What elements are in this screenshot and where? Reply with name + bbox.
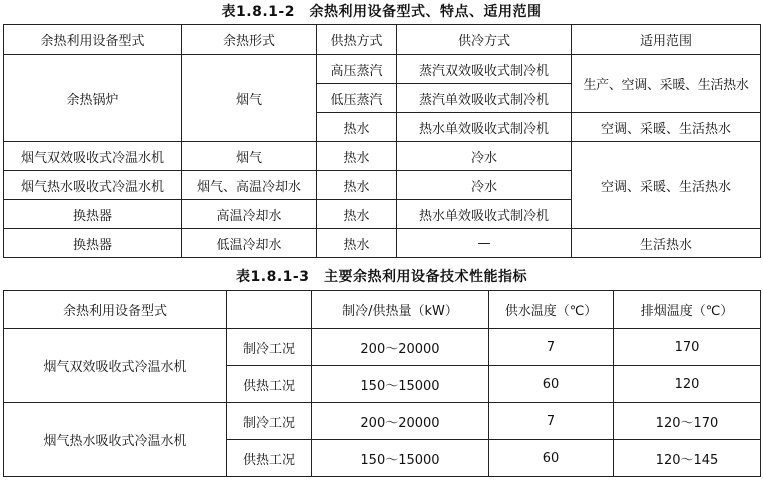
water-temp-cell: 7	[489, 329, 614, 366]
header-cell: 供热方式	[317, 25, 397, 55]
header-cell: 余热利用设备型式	[4, 25, 182, 55]
cooling-cell: 蒸汽单效吸收式制冷机	[397, 84, 572, 113]
exhaust-temp-cell: 120～145	[614, 440, 761, 477]
header-cell: 排烟温度（℃）	[614, 291, 761, 329]
table-row	[4, 142, 761, 171]
table-row	[4, 229, 761, 258]
cooling-cell: 热水单效吸收式制冷机	[397, 113, 572, 142]
device-cell: 换热器	[4, 200, 182, 229]
cooling-cell: 热水单效吸收式制冷机	[397, 200, 572, 229]
header-cell: 余热利用设备型式	[4, 291, 227, 329]
cooling-cell: —	[397, 229, 572, 258]
table-row	[4, 329, 761, 366]
header-cell: 余热形式	[182, 25, 317, 55]
supply-cell: 热水	[317, 142, 397, 171]
header-cell: 制冷/供热量（kW）	[312, 291, 489, 329]
header-cell: 供水温度（℃）	[489, 291, 614, 329]
scope-cell: 生产、空调、采暖、生活热水	[572, 55, 761, 113]
device-cell: 烟气热水吸收式冷温水机	[4, 403, 227, 477]
performance-indicators-table	[3, 290, 761, 477]
table-header-row	[4, 291, 761, 329]
device-cell: 烟气热水吸收式冷温水机	[4, 171, 182, 200]
supply-cell: 热水	[317, 113, 397, 142]
mode-cell: 制冷工况	[227, 329, 312, 366]
cooling-cell: 冷水	[397, 142, 572, 171]
capacity-cell: 150～15000	[312, 366, 489, 403]
mode-cell: 制冷工况	[227, 403, 312, 440]
table-row	[4, 403, 761, 440]
table-row	[4, 55, 761, 84]
supply-cell: 低压蒸汽	[317, 84, 397, 113]
supply-cell: 热水	[317, 171, 397, 200]
scope-cell: 生活热水	[572, 229, 761, 258]
supply-cell: 热水	[317, 229, 397, 258]
capacity-cell: 150～15000	[312, 440, 489, 477]
supply-cell: 热水	[317, 200, 397, 229]
mode-cell: 供热工况	[227, 366, 312, 403]
water-temp-cell: 7	[489, 403, 614, 440]
heat-form-cell: 低温冷却水	[182, 229, 317, 258]
cooling-cell: 蒸汽双效吸收式制冷机	[397, 55, 572, 84]
supply-cell: 高压蒸汽	[317, 55, 397, 84]
heat-form-cell: 高温冷却水	[182, 200, 317, 229]
exhaust-temp-cell: 120～170	[614, 403, 761, 440]
scope-cell: 空调、采暖、生活热水	[572, 142, 761, 229]
water-temp-cell: 60	[489, 366, 614, 403]
heat-form-cell: 烟气	[182, 142, 317, 171]
water-temp-cell: 60	[489, 440, 614, 477]
cooling-cell: 冷水	[397, 171, 572, 200]
device-cell: 换热器	[4, 229, 182, 258]
device-cell: 烟气双效吸收式冷温水机	[4, 329, 227, 403]
header-cell: 供冷方式	[397, 25, 572, 55]
header-cell: 适用范围	[572, 25, 761, 55]
heat-recovery-equipment-table	[3, 24, 761, 258]
device-cell: 烟气双效吸收式冷温水机	[4, 142, 182, 171]
table2-caption: 表1.8.1-3 主要余热利用设备技术性能指标	[236, 269, 527, 285]
heat-form-cell: 烟气、高温冷却水	[182, 171, 317, 200]
device-cell: 余热锅炉	[4, 55, 182, 142]
heat-form-cell: 烟气	[182, 55, 317, 142]
exhaust-temp-cell: 170	[614, 329, 761, 366]
exhaust-temp-cell: 120	[614, 366, 761, 403]
header-cell	[227, 291, 312, 329]
table1-caption: 表1.8.1-2 余热利用设备型式、特点、适用范围	[221, 4, 542, 20]
scope-cell: 空调、采暖、生活热水	[572, 113, 761, 142]
mode-cell: 供热工况	[227, 440, 312, 477]
capacity-cell: 200～20000	[312, 329, 489, 366]
capacity-cell: 200～20000	[312, 403, 489, 440]
table-header-row	[4, 25, 761, 55]
